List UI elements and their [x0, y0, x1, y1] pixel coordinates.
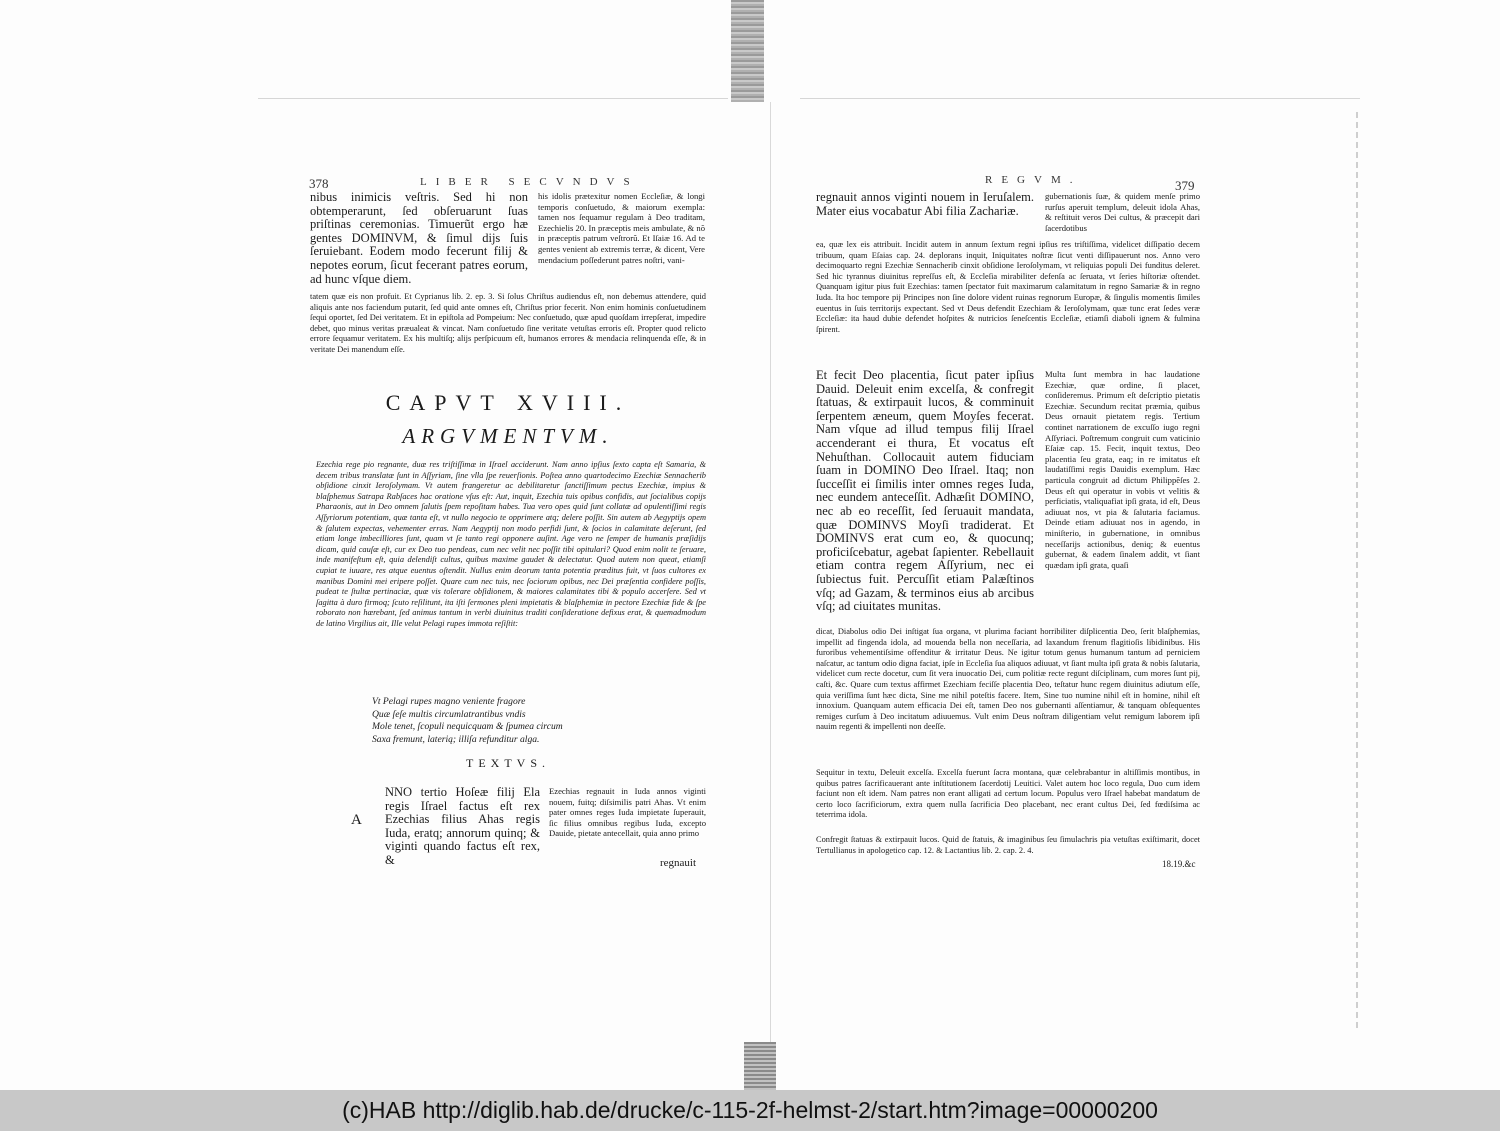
argumentum-title: ARGVMENTVM. — [402, 424, 614, 448]
page-gutter — [770, 102, 771, 1042]
left-top-column-text: nibus inimicis veſtris. Sed hi non obtemperarunt, ſed obſeruarunt ſuas priſtinas ceremonias. Timuerũt ergo hæ gentes DOMINVM, & ſimul dijs ſuis ſeruiebant. Eodem modo fecerunt filij & nepotes eorum, ſicut fecerant patres eorum, ad hunc vſque diem. — [310, 190, 528, 286]
chapter-title: CAPVT XVIII. — [385, 390, 631, 415]
verse-line: Vt Pelagi rupes magno veniente fragore — [372, 696, 526, 707]
textus-title: TEXTVS. — [466, 756, 550, 770]
left-bible-text: NNO tertio Hoſeæ filij Ela regis Iſrael factus eſt rex Ezechias filius Ahas regis Iuda, eratq; annorum quinq; & viginti quando factus eſt rex, & — [385, 785, 540, 867]
argumentum-text: Ezechia rege pio regnante, duæ res triſtiſſimæ in Iſrael acciderunt. Nam anno ipſius ſexto capta eſt Samaria, & decem tribus translatæ ſunt in Aſſyriam, ſine vlla ſpe reuerſionis. Poſtea anno quartodecimo Ezechiæ Sennacherib obſidione cinxit Ieroſolymam. Vt autem frangeretur ac debilitaretur ſanctiſſimum pectus Ezechiæ, impius & blaſphemus Satrapa Rabſaces hac oratione vſus eſt: Aut, inquit, Ezechia tuis opibus confidis, aut ſocialibus copijs Pharaonis, aut in Deo omnem ſalutis ſpem repoſitam habes. Tua vero opes quid ſunt collatæ ad opulentiſſimi regis Aſſyriorum potentiam, quæ tanta eſt, vt nullo negocio te opprimere atq; delere poſſit. Sin autem ab Aegyptijs opem & ſalutem expectas, vehementer erras. Nam Aegyptij non modo perfidi ſunt, & ſocios in calamitate deſerunt, ſed etiam longe imbecilliores ſunt, quam vt ſe tanto regi opponere auſint. Age vero ne ſemper de humanis præſidijs dicam, quid cauſæ eſt, cur ex Deo tuo pendeas, cum nec velit nec poſſit tibi opitulari? Quod enim nolit te ſeruare, inde manifeſtum eſt, quia delendiſt cultus, quibus maxime gaudet & delectatur. Quod autem non queat, etiamſi cupiat te iuuare, res atque euentus oſtendit. Nullus enim deorum tanta potentia præditus fuit, vt ſuos cultores ex manibus Domini mei eripere poſſet. Quare cum nec tuis, nec ſociorum opibus, nec Dei præſentia confidere poſſis, pudeat te ſtultæ pertinaciæ, quæ vis tolerare obſidionem, & maiores calamitates tibi & populo accerſere. Sed vt ſagitta à duro firmoq; ſcuto reſilitunt, ita iſti ſermones pleni impietatis & blaſphemiæ in pectore Ezechiæ fide & ſpe roborato non hærebant, ſed animus tantum in verbi diuinitus traditi conſideratione defixus erat, & quemadmodum de latino Virgilius ait, Ille velut Pelagi rupes immota reſiſtit: — [316, 460, 706, 628]
right-bible-text: Et fecit Deo placentia, ſicut pater ipſius Dauid. Deleuit enim excelſa, & confregit ſtatuas, & extirpauit lucos, & comminuit ſerpentem æneum, quem Moyſes fecerat. Nam vſque ad illud tempus filij Iſrael accenderant ei thura, Et vocatus eſt Nehuſthan. Collocauit autem fiduciam ſuam in DOMINO Deo Iſrael. Itaq; non ſucceſſit ei ſimilis inter omnes reges Iuda, nec eundem anteceſſit. Adhæſit DOMINO, nec ab eo receſſit, ſed ſeruauit mandata, quæ DOMINVS Moyſi tradiderat. Et DOMINVS erat cum eo, & quocunq; proficiſcebatur, agebat ſapienter. Rebellauit etiam contra regem Aſſyrium, nec ei ſubiectus fuit. Percuſſit etiam Palæſtinos vſq; ad Gazam, & terminos eius ab arcibus vſq; ad ciuitates munitas. — [816, 368, 1034, 614]
right-catchword: 18.19.&c — [1162, 859, 1196, 869]
spine-clip-bottom — [744, 1042, 776, 1090]
initial-letter: A — [351, 812, 362, 828]
verse-line: Quæ ſeſe multis circumlatrantibus vndis — [372, 708, 526, 720]
right-lower-commentary: dicat, Diabolus odio Dei inſtigat ſua organa, vt plurima faciant horribiliter diſplicentia Deo, ſerit blaſphemias, impellit ad fingenda idola, ad mouenda bella non neceſſaria, ad laxandum frenum flagitioſis libidinibus. His furoribus vehementiſsime offenditur & irritatur Deus. Ne igitur totum genus humanum tantum ad perniciem naſcatur, ac tantum odio digna faciat, ipſe in Eccleſia ſua aliquos adiuuat, vt ſiant multa ipſi grata & nobis ſalutaria, videlicet cum recte docetur, cum ſit vera inuocatio Dei, cum politiæ recte regunt diſciplinam, cum mores ſunt pij, caſti, &c. Quare cum textus affirmet Ezechiam feciſſe placentia Deo, teſtatur hunc regem diuinitus adiutum eſſe, quia veriſſima ſunt hæc dicta, Sine me nihil poteſtis facere. Item, Sine tuo numine nihil eſt in homine, nihil eſt innoxium. Quanquam autem efficacia Dei eſt, tamen Deo nos gubernanti aſſentiamur, & tanquam obſequentes remiges curſum à Deo incitatum adiuuemus. Vult enim Deus noſtram diligentiam velut remigum laborem ipſi nauim regenti & impellenti non deeſſe. — [816, 627, 1200, 732]
right-page-side-edge — [1356, 112, 1358, 1032]
right-page-edge — [800, 98, 1360, 99]
left-page-number: 378 — [309, 176, 329, 191]
right-top-commentary: gubernationis ſuæ, & quidem menſe primo rurſus aperuit templum, deleuit idola Ahas, & reſtituit veros Dei cultus, & præcepit dari ſacerdotibus — [1045, 191, 1200, 233]
verse-block — [372, 696, 672, 746]
copyright-footer — [0, 1090, 1500, 1131]
right-running-head: REGVM. — [985, 174, 1082, 186]
sequitur-paragraph: Sequitur in textu, Deleuit excelſa. Excelſa fuerunt ſacra montana, quæ celebrabantur in altiſſimis montibus, in quibus patres ſacrificauerant ante inſtitutionem ſacerdotij Leuitici. Valet autem hoc loco regula, Duo cum idem faciunt non eſt idem. Nam patres non erant alligati ad certum locum. Populus vero Iſrael habebat mandatum de certo loco ſacrificiorum, extra quem nulla ſacrificia Deo placebant, nec erant cultus Dei, ſed fœdiſsima ac teterrima idola. — [816, 768, 1200, 820]
right-page-number: 379 — [1175, 178, 1195, 193]
right-middle-commentary: Multa ſunt membra in hac laudatione Ezechiæ, quæ ordine, ſi placet, conſideremus. Primum eſt deſcriptio pietatis Ezechiæ. Secundum recitat præmia, quibus Deus ornauit pietatem regis. Tertium continet narrationem de excuſſo iugo regni Aſſyriaci. Poſtremum congruit cum vaticinio Eſaiæ cap. 15. Fecit, inquit textus, Deo placentia ſeu grata, eaq; in re imitatus eſt laudatiſſimi regis Dauidis exemplum. Hæc particula congruit ad dictum Philippẽſes 2. Deus eſt qui operatur in vobis vt velitis & perficiatis, vtaliquafiat ipſi grata, id eſt, Deus adiuuat nos, vt pia & ſalutaria faciamus. Deinde etiam adiuuat nos in agendo, in miniſterio, in gubernatione, in omnibus neceſſarijs actionibus, deniq; & euentus gubernat, & eadem ſinalem addit, vt ſiant quædam ipſi grata, quaſi — [1045, 369, 1200, 570]
left-catchword: regnauit — [660, 857, 697, 869]
right-commentary-continuation: ea, quæ lex eis attribuit. Incidit autem in annum ſextum regni ipſius res triſtiſſima, videlicet diſſipatio decem tribuum, quam Eſaias cap. 24. deplorans inquit, Iniquitates noſtræ ſicut venti diſſipauerunt nos. Anno vero decimoquarto regni Ezechiæ Sennacherib cinxit obſidione Ieroſolymam, vt reliquias populi Dei funditus deleret. Sed hic tyrannus diuinitus repreſſus eſt, & Eccleſia mirabiliter defenſa ac ſeruata, vt ſeries hiſtoriæ oſtendet. Quanquam igitur pius fuit Ezechias: tamen ſpectator fuit maximarum calamitatum in regno Samariæ & in regno Iuda. Ita hoc tempore pij Principes non ſine dolore vident ruinas regnorum Europæ, & ſingulis momentis ſimiles euentus in ſuis territorijs expectant. Sed vt Deus defendit Ezechiam & Ieroſolymam, quæ tunc erat ſedes veræ Eccleſiæ: ita haud dubie defendet hoſpites & nutricios ſeneſcentis Eccleſiæ, etiamſi diaboli ignem & fulmina ſpirent. — [816, 240, 1200, 334]
verse-line: Mole tenet, ſcopuli nequicquam & ſpumea circum — [372, 721, 563, 732]
left-bottom-commentary: Ezechias regnauit in Iuda annos viginti nouem, fuitq; diſsimilis patri Ahas. Vt enim pater omnes reges Iuda impietate ſuperauit, ſic filius omnibus regibus Iuda, excepto Dauide, pietate antecellait, quia anno primo — [549, 786, 706, 839]
footer-url-text: (c)HAB http://diglib.hab.de/drucke/c-115-2f-helmst-2/start.htm?image=00000200 — [342, 1097, 1158, 1123]
left-commentary-continuation: tatem quæ eis non profuit. Et Cyprianus lib. 2. ep. 3. Si ſolus Chriſtus audiendus eſt, non debemus attendere, quid aliquis ante nos faciendum putarit, ſed quid ante omnes eſt, Chriſtus prior fecerit. Non enim hominis conſuetudinem ſequi oportet, ſed Dei veritatem. Et in epiſtola ad Pompeium: Nec conſuetudo, quæ apud quoſdam irrepſerat, impedire debet, quo minus veritas præualeat & vincat. Nam conſuetudo ſine veritate vetuſtas erroris eſt. Propter quod relicto errore ſequamur veritatem. Ex his multiſq; alijs perſpicuum eſt, humanos errores & mendacia relinquenda eſſe, & in veritate Dei manendum eſſe. — [310, 292, 706, 354]
left-page-edge — [258, 98, 728, 99]
right-top-column-text: regnauit annos viginti nouem in Ieruſalem. Mater eius vocabatur Abi filia Zachariæ. — [816, 190, 1034, 218]
left-running-head: LIBER SECVNDVS — [420, 176, 639, 188]
left-top-commentary: his idolis prætexitur nomen Eccleſiæ, & longi temporis conſuetudo, & maiorum exempla: tamen nos ſequamur regulam à Deo traditam, Ezechielis 20. In præceptis meis ambulate, & nõ in præceptis patrum veſtrorũ. Et Iſaiæ 16. Ad te gentes venient ab extremis terræ, & dicent, Vere mendacium poſſederunt patres noſtri, vani- — [538, 191, 705, 265]
confregit-paragraph: Confregit ſtatuas & extirpauit lucos. Quid de ſtatuis, & imaginibus ſeu ſimulachris pia vetuſtas exiſtimarit, docet Tertullianus in apologetico cap. 12. & Lactantius lib. 2. cap. 2. 4. — [816, 835, 1200, 855]
verse-line: Saxa fremunt, laterią; illiſa refunditur alga. — [372, 733, 540, 745]
spine-clip-top — [731, 0, 764, 102]
